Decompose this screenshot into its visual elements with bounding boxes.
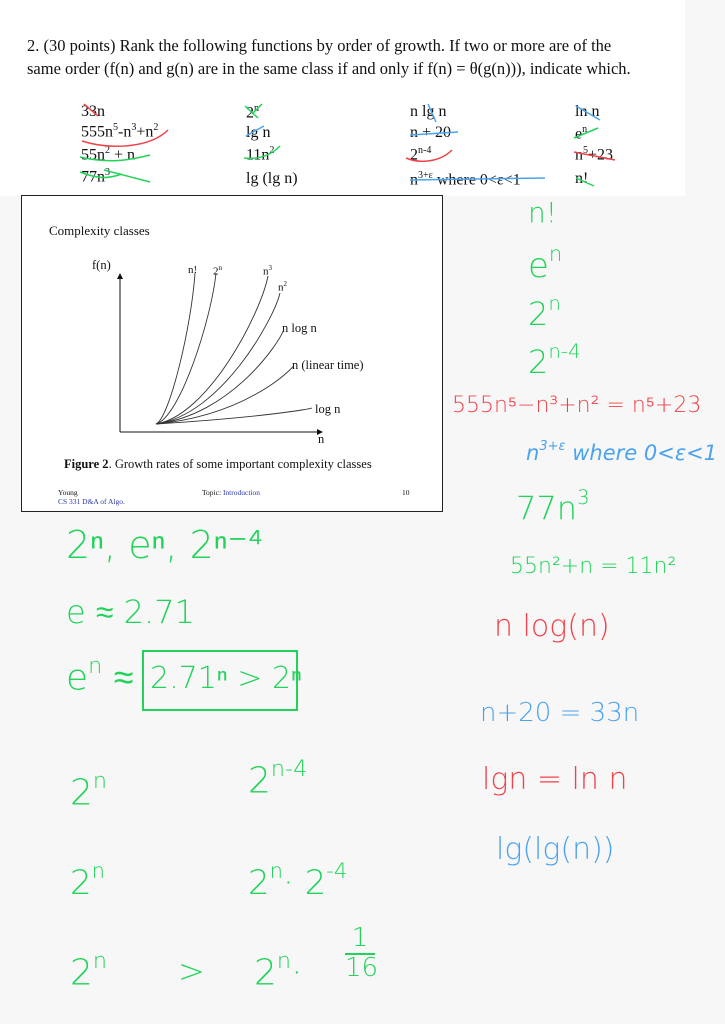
note-2n-b: 2$^n$ (70, 858, 105, 903)
strike-n3e (410, 178, 545, 180)
note-2n-a: 2$^n$ (70, 768, 108, 814)
note-55n2-equals: 55n²+n = 11n² (510, 554, 677, 579)
fn-en: $e^n$ (575, 124, 588, 143)
note-n20-equals: n+20 = 33n (480, 698, 640, 728)
fn-n3e: $n^{3+\varepsilon}$ where 0<ε<1 (410, 170, 521, 189)
fn-lnn: ln n (575, 103, 600, 120)
figure-caption: Figure 2. Growth rates of some important complexity classes (64, 457, 372, 471)
mark-lgn (246, 126, 264, 136)
fn-2n: 2$^n$ (246, 103, 259, 122)
mark-11n2 (244, 146, 280, 158)
label-n2: $n^2$ (278, 280, 287, 294)
fn-n5-23: $n^5+23$ (575, 145, 614, 164)
strike-33n (84, 104, 98, 116)
note-en-approx: $e^n$ ≈ (66, 653, 134, 699)
note-77n3: $77n^3$ (516, 486, 590, 527)
fn-11n2: $11n^2$ (246, 145, 275, 164)
label-n3: $n^3$ (263, 264, 272, 278)
note-n3e-where: $n^{3+\varepsilon}$ where 0<ε<1 (526, 439, 718, 465)
fn-555n5: $555n^5-n^3+n^2$ (81, 122, 159, 141)
note-e-approx: e ≈ 2.71 (66, 593, 195, 631)
underline-2n4 (406, 150, 452, 161)
note-555n5-equals: 555n⁵−n³+n² = n⁵+23 (452, 393, 702, 418)
strike-n20 (410, 132, 458, 135)
question-line-2: same order (f(n) and g(n) are in the same class if and only if f(n) = θ(g(n))), indicate which. (27, 59, 631, 78)
mark-nfact (576, 178, 594, 186)
label-nlogn: n log n (282, 321, 317, 335)
fn-33n: 33n (81, 103, 105, 120)
fn-55n2: $55n^2 + n$ (81, 145, 136, 164)
mark-lnn (576, 106, 600, 120)
mark-nlgn (428, 104, 436, 122)
fraction-denominator: 16 (345, 953, 379, 983)
mark-77n3 (80, 170, 150, 182)
note-e-n: $e^n$ (528, 241, 563, 286)
footer-topic: Topic: Introduction (202, 488, 261, 497)
fn-lgn: lg n (246, 124, 271, 141)
footer-course: CS 331 D&A of Algo. (58, 497, 125, 506)
note-greater-than: > (178, 952, 205, 990)
note-lglgn: lg(lg(n)) (496, 832, 615, 867)
note-2n-c: 2$^n$ (70, 948, 108, 994)
fn-nlgn: n lg n (410, 103, 447, 120)
strike-55n2 (80, 155, 150, 161)
note-2-n: 2$^n$ (528, 292, 561, 333)
note-2n-times-2-4: $2^n\cdot 2^{-4}$ (248, 858, 348, 903)
label-linear: n (linear time) (292, 358, 364, 372)
note-list-exps: 2ⁿ, eⁿ, 2ⁿ⁻⁴ (66, 523, 263, 567)
fn-2n-4: 2$^{n-4}$ (410, 145, 432, 164)
fn-nfact: n! (575, 170, 589, 187)
fn-77n3: $77n^3$ (81, 167, 110, 186)
boxed-comparison (142, 650, 302, 711)
mark-en (574, 128, 598, 138)
question-line-1: 2. (30 points) Rank the following functions by order of growth. If two or more are of the (27, 36, 612, 55)
footer-page: 10 (402, 488, 410, 497)
note-nlogn: n log(n) (494, 609, 610, 644)
mark-2n (245, 104, 262, 118)
figure-y-axis-label: f(n) (92, 258, 111, 272)
label-2n: 2$^n$ (213, 264, 222, 278)
fraction-numerator: 1 (351, 923, 369, 953)
note-2n-times-frac: $2^n\cdot$ (254, 948, 303, 994)
figure-title: Complexity classes (49, 223, 150, 238)
fraction-1-over-16 (345, 923, 379, 983)
strike-n5-23 (574, 152, 615, 160)
note-n-factorial: n! (528, 196, 557, 229)
fn-lglgn: lg (lg n) (246, 170, 298, 187)
underline-555n (82, 130, 168, 146)
note-2n4-a: 2$^{n-4}$ (248, 756, 308, 802)
footer-author: Young (58, 488, 78, 497)
note-2-n-4: 2$^{n-4}$ (528, 340, 581, 381)
boxed-text: 2.71ⁿ > 2ⁿ (150, 661, 302, 696)
fn-n-plus-20: n + 20 (410, 124, 452, 141)
note-lgn-equals: lgn = ln n (482, 762, 628, 797)
label-logn: log n (315, 402, 341, 416)
figure-x-axis-label: n (318, 432, 325, 446)
label-nfact: n! (188, 264, 198, 276)
